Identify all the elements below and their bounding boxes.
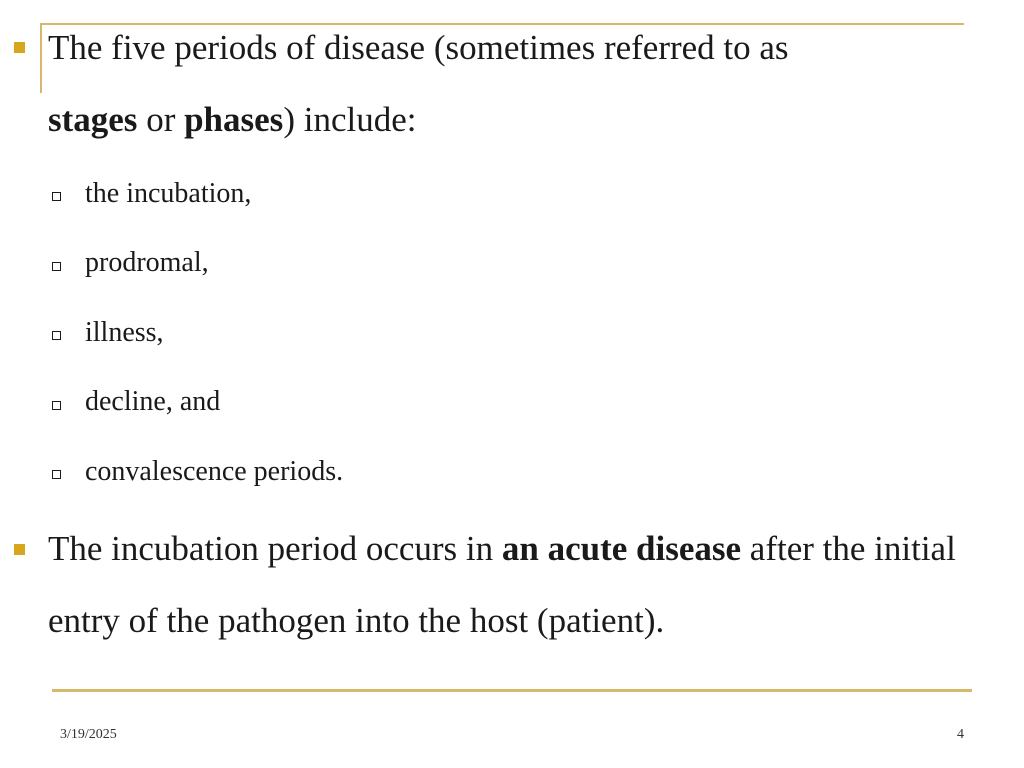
list-item: [52, 368, 343, 438]
intro-text-end: ) include:: [283, 100, 417, 139]
period-label: convalescence periods.: [85, 455, 344, 487]
period-label: prodromal,: [85, 247, 209, 279]
period-label: illness,: [85, 316, 164, 348]
periods-list: [52, 159, 343, 507]
intro-bold-stages: stages: [48, 100, 138, 139]
period-label: the incubation,: [85, 177, 252, 209]
list-item: [52, 159, 343, 229]
left-accent-line: [40, 23, 42, 93]
hollow-square-bullet-icon: [52, 192, 61, 201]
intro-text-start: The five periods of disease (sometimes referred to as: [48, 28, 789, 67]
incubation-text-end: after the initial entry of the pathogen into the host (patient).: [48, 529, 956, 640]
list-item: [52, 229, 343, 299]
square-bullet-icon: [14, 42, 25, 53]
incubation-text-start: The incubation period occurs in: [48, 529, 502, 568]
hollow-square-bullet-icon: [52, 470, 61, 479]
footer-date: 3/19/2025: [60, 727, 117, 742]
square-bullet-icon: [14, 544, 25, 555]
hollow-square-bullet-icon: [52, 401, 61, 410]
list-item: [52, 298, 343, 368]
hollow-square-bullet-icon: [52, 331, 61, 340]
intro-text-or: or: [137, 100, 185, 139]
bottom-divider-line: [52, 689, 972, 692]
intro-bold-phases: phases: [184, 100, 284, 139]
intro-paragraph: [48, 12, 928, 156]
hollow-square-bullet-icon: [52, 262, 61, 271]
incubation-paragraph: [48, 513, 978, 657]
page-number: 4: [957, 727, 964, 742]
list-item: [52, 437, 343, 507]
incubation-bold-acute-disease: an acute disease: [501, 529, 742, 568]
period-label: decline, and: [85, 386, 221, 418]
